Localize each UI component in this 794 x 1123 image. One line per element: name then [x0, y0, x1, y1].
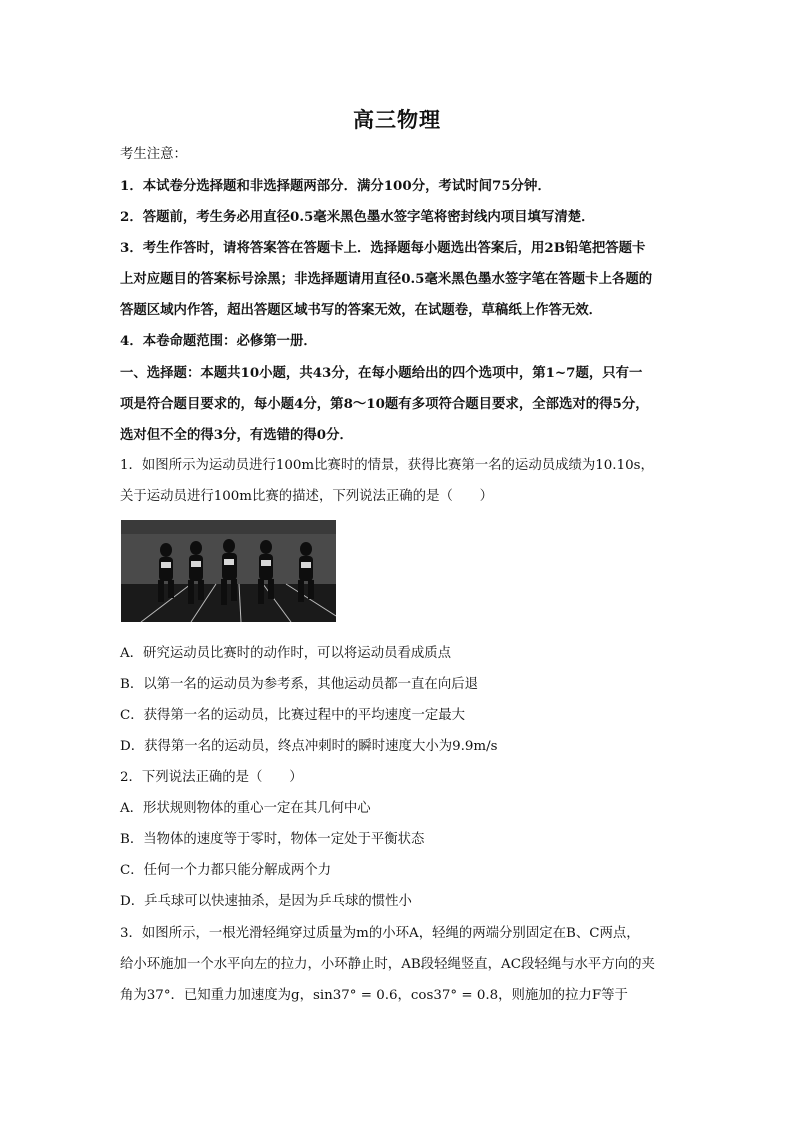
q2-option-d: D．乒乓球可以快速抽杀，是因为乒乓球的惯性小	[120, 894, 412, 909]
notice-heading: 考生注意：	[120, 147, 187, 162]
q1-stem-2: 关于运动员进行100m比赛的描述，下列说法正确的是（ ）	[120, 489, 494, 504]
notice-3: 3．考生作答时，请将答案答在答题卡上．选择题每小题选出答案后，用2B铅笔把答题卡	[120, 240, 646, 256]
section1-line-1: 一、选择题：本题共10小题，共43分，在每小题给出的四个选项中，第1~7题，只有一	[120, 365, 643, 381]
notice-3-cont-2: 答题区域内作答，超出答题区域书写的答案无效，在试题卷，草稿纸上作答无效．	[120, 302, 603, 318]
q1-option-a: A．研究运动员比赛时的动作时，可以将运动员看成质点	[120, 646, 452, 661]
q3-stem-3: 角为37°．已知重力加速度为g，sin37° = 0.6，cos37° = 0.8，则施加的拉力F等于	[120, 988, 628, 1003]
q3-stem-2: 给小环施加一个水平向左的拉力，小环静止时，AB段轻绳竖直，AC段轻绳与水平方向的夹	[120, 957, 655, 972]
section1-line-3: 选对但不全的得3分，有选错的得0分．	[120, 427, 353, 443]
q1-stem-1: 1．如图所示为运动员进行100m比赛时的情景，获得比赛第一名的运动员成绩为10.10s，	[120, 458, 654, 473]
q1-option-b: B．以第一名的运动员为参考系，其他运动员都一直在向后退	[120, 677, 478, 692]
q1-option-d: D．获得第一名的运动员，终点冲刺时的瞬时速度大小为9.9m/s	[120, 739, 498, 754]
q2-stem: 2．下列说法正确的是（ ）	[120, 770, 303, 785]
notice-1: 1．本试卷分选择题和非选择题两部分．满分100分，考试时间75分钟．	[120, 178, 551, 194]
notice-3-cont-1: 上对应题目的答案标号涂黑；非选择题请用直径0.5毫米黑色墨水签字笔在答题卡上各题的	[120, 271, 653, 287]
notice-2: 2．答题前，考生务必用直径0.5毫米黑色墨水签字笔将密封线内项目填写清楚．	[120, 209, 595, 225]
q1-option-c: C．获得第一名的运动员，比赛过程中的平均速度一定最大	[120, 708, 466, 723]
section1-line-2: 项是符合题目要求的，每小题4分，第8～10题有多项符合题目要求，全部选对的得5分，	[120, 396, 649, 412]
q2-option-a: A．形状规则物体的重心一定在其几何中心	[120, 801, 371, 816]
sprint-photo	[121, 520, 336, 622]
q3-stem-1: 3．如图所示，一根光滑轻绳穿过质量为m的小环A，轻绳的两端分别固定在B、C两点，	[120, 926, 640, 941]
notice-4: 4．本卷命题范围：必修第一册．	[120, 333, 317, 349]
page-title: 高三物理	[353, 107, 441, 132]
q2-option-b: B．当物体的速度等于零时，物体一定处于平衡状态	[120, 832, 425, 847]
q2-option-c: C．任何一个力都只能分解成两个力	[120, 863, 332, 878]
